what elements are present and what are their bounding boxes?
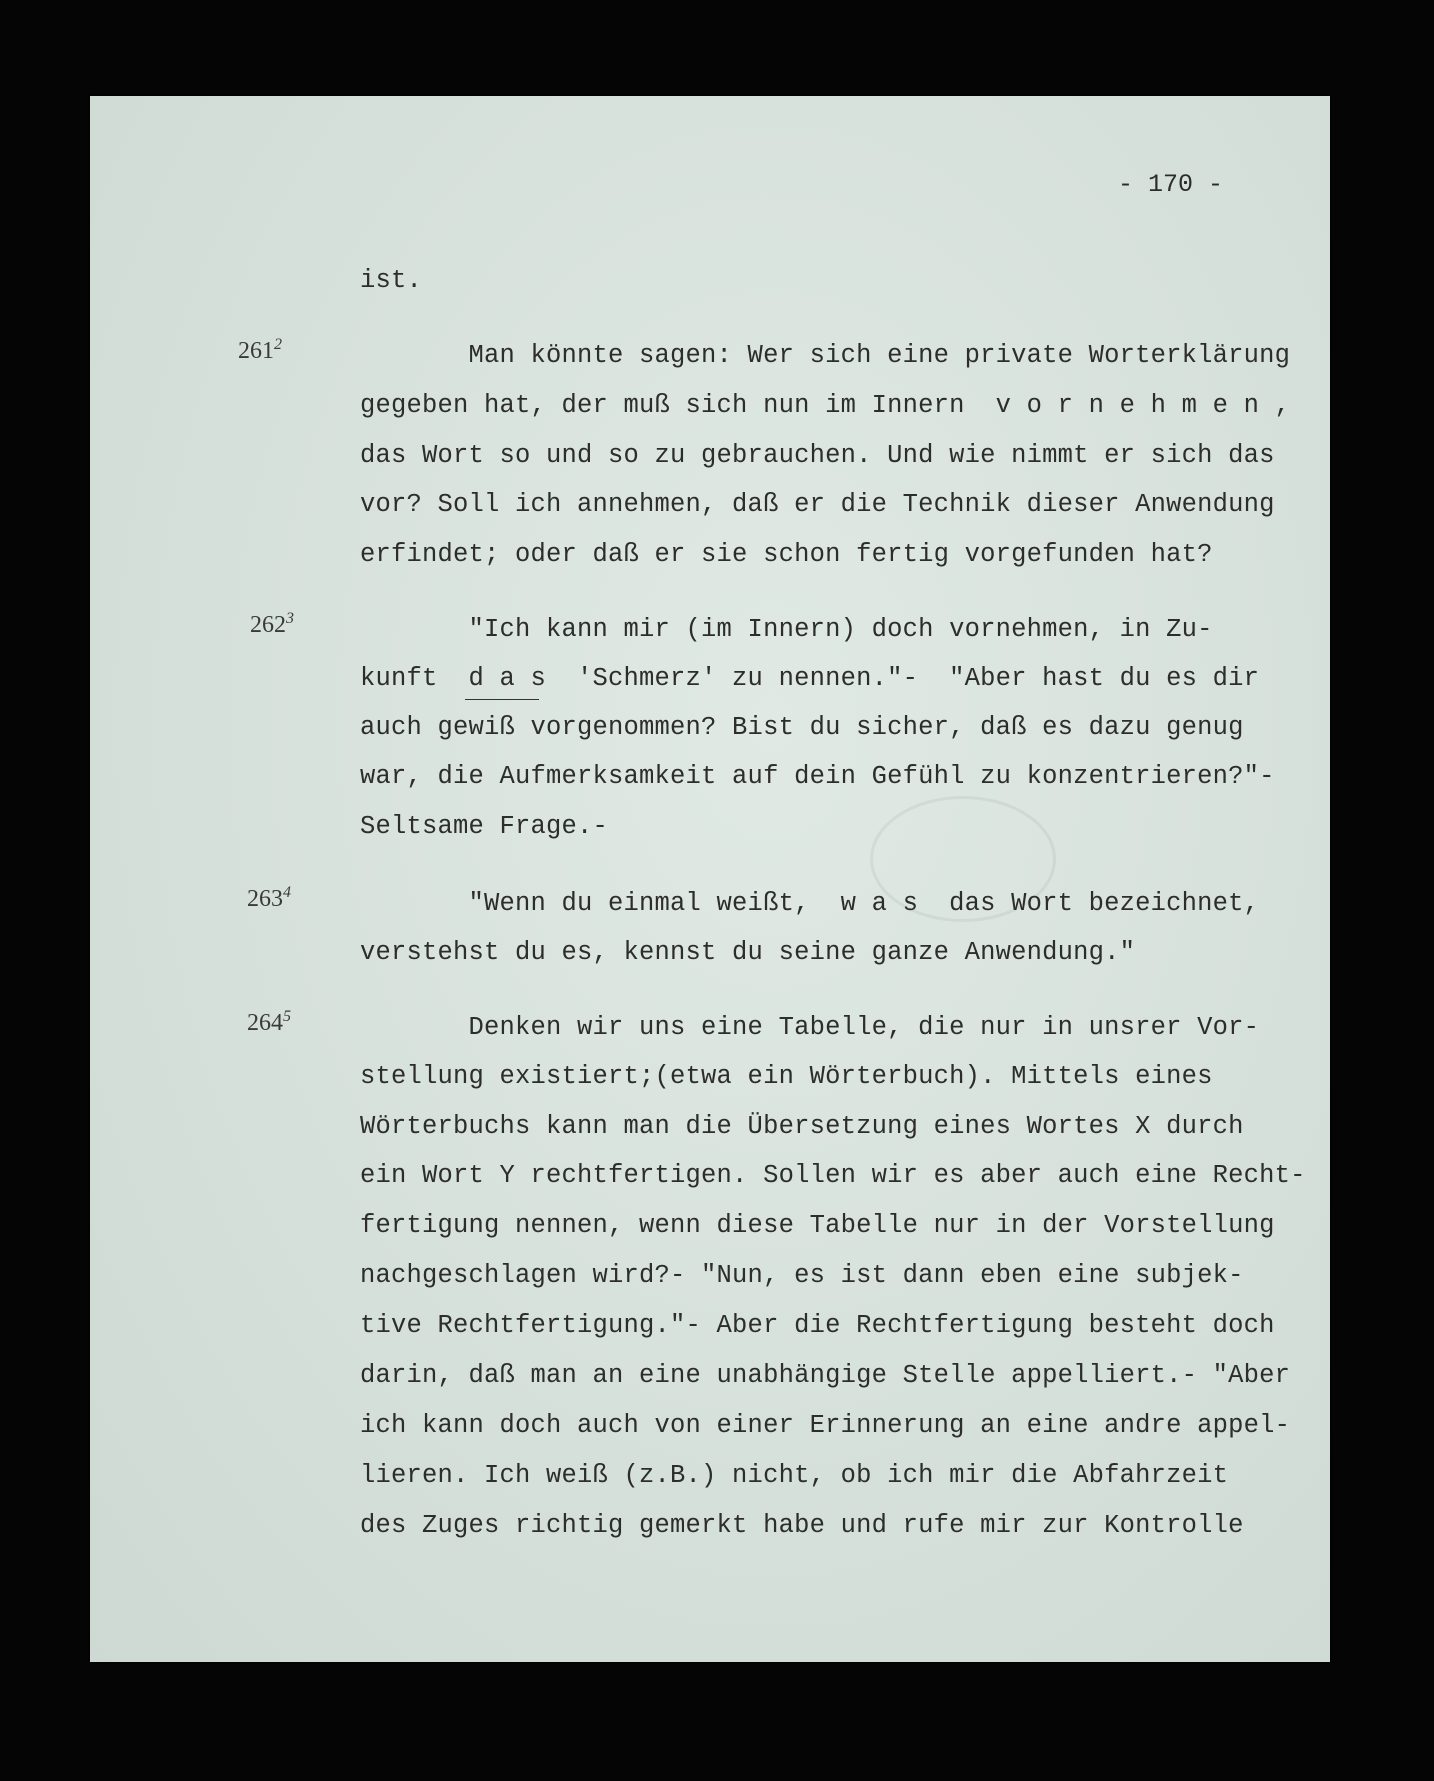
text-line: fertigung nennen, wenn diese Tabelle nur in der Vorstellung	[360, 1211, 1275, 1240]
text-line: "Wenn du einmal weißt, w a s das Wort bezeichnet,	[360, 889, 1260, 918]
section-number: $261^2$	[238, 336, 282, 364]
section-number: $262^3$	[250, 610, 294, 638]
text-line: ist.	[360, 266, 423, 295]
text-line: ich kann doch auch von einer Erinnerung an eine andre appel-	[360, 1411, 1291, 1440]
text-line: Man könnte sagen: Wer sich eine private Worterklärung	[360, 341, 1291, 370]
text-line: stellung existiert;(etwa ein Wörterbuch). Mittels eines	[360, 1062, 1213, 1091]
text-line: kunft d a s 'Schmerz' zu nennen."- "Aber hast du es dir	[360, 664, 1260, 693]
text-line: Wörterbuchs kann man die Übersetzung eines Wortes X durch	[360, 1112, 1244, 1141]
text-line: des Zuges richtig gemerkt habe und rufe mir zur Kontrolle	[360, 1511, 1244, 1540]
section-number: $264^5$	[247, 1008, 291, 1036]
text-line: das Wort so und so zu gebrauchen. Und wie nimmt er sich das	[360, 441, 1275, 470]
text-line: tive Rechtfertigung."- Aber die Rechtfertigung besteht doch	[360, 1311, 1275, 1340]
text-line: vor? Soll ich annehmen, daß er die Technik dieser Anwendung	[360, 490, 1275, 519]
text-line: "Ich kann mir (im Innern) doch vornehmen, in Zu-	[360, 615, 1213, 644]
typescript-page	[90, 96, 1330, 1662]
text-line: gegeben hat, der muß sich nun im Innern v o r n e h m e n ,	[360, 391, 1291, 420]
text-line: darin, daß man an eine unabhängige Stelle appelliert.- "Aber	[360, 1361, 1291, 1390]
text-line: Seltsame Frage.-	[360, 812, 609, 841]
page-number: - 170 -	[1118, 170, 1224, 199]
text-line: erfindet; oder daß er sie schon fertig vorgefunden hat?	[360, 540, 1213, 569]
text-line: nachgeschlagen wird?- "Nun, es ist dann eben eine subjek-	[360, 1261, 1244, 1290]
text-line: lieren. Ich weiß (z.B.) nicht, ob ich mir die Abfahrzeit	[360, 1461, 1229, 1490]
section-number: $263^4$	[247, 884, 291, 912]
text-line: auch gewiß vorgenommen? Bist du sicher, daß es dazu genug	[360, 713, 1244, 742]
text-line: verstehst du es, kennst du seine ganze Anwendung."	[360, 938, 1136, 967]
underline-mark	[465, 699, 539, 700]
text-line: Denken wir uns eine Tabelle, die nur in unsrer Vor-	[360, 1013, 1260, 1042]
text-line: ein Wort Y rechtfertigen. Sollen wir es aber auch eine Recht-	[360, 1161, 1306, 1190]
text-line: war, die Aufmerksamkeit auf dein Gefühl zu konzentrieren?"-	[360, 762, 1275, 791]
